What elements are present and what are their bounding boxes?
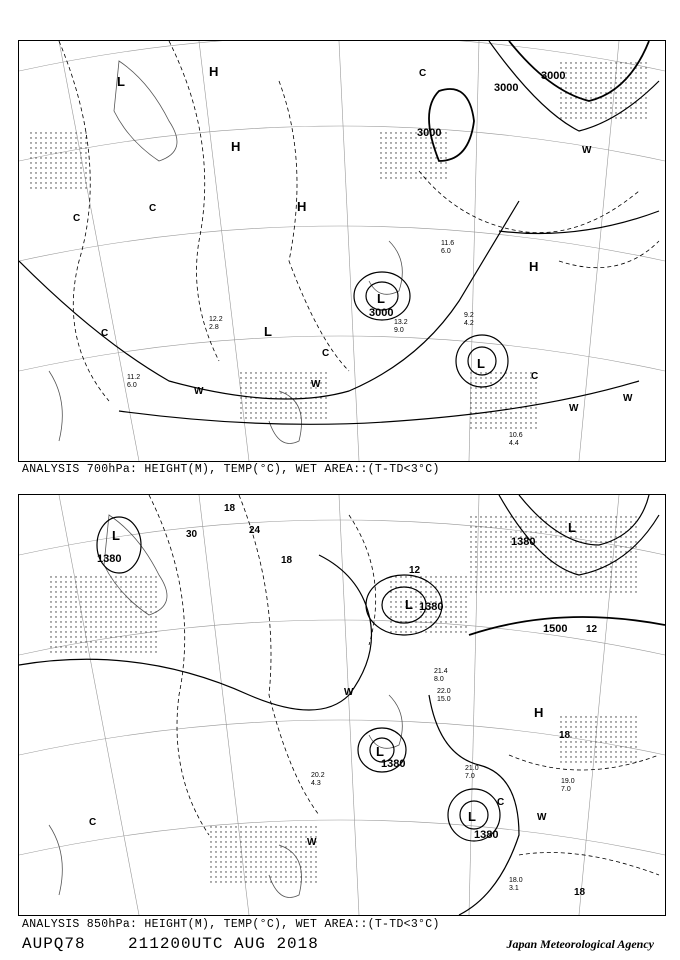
contour-label: 3000 [417,127,442,139]
station-temp: 9.2 [464,312,474,319]
isotherm-value-label: 30 [186,529,198,540]
isotherm-value-label: 12 [409,565,421,576]
cold-label: C [73,213,81,224]
warm-label: W [537,812,547,823]
station-dewpoint: 7.0 [561,786,571,793]
isotherm-value-label: 18 [281,555,293,566]
agency-name: Japan Meteorological Agency [506,937,654,951]
station-dewpoint: 9.0 [394,327,404,334]
low-center-label: L [477,356,485,371]
isotherm-value-label: 18 [224,503,236,514]
station-dewpoint: 3.1 [509,885,519,892]
contour-label: 1500 [543,623,568,635]
panel-caption-850hpa: ANALYSIS 850hPa: HEIGHT(M), TEMP(°C), WET AREA::(T-TD<3°C) [22,918,440,931]
valid-time: 211200UTC AUG 2018 [128,935,319,953]
contour-label: 1380 [474,829,499,841]
low-center-label: L [376,744,384,759]
isotherm-label-group [73,68,633,414]
warm-label: W [311,379,321,390]
high-center-label: H [209,64,219,79]
station-temp: 11.2 [127,374,141,381]
station-temp: 10.6 [509,432,523,439]
low-center-label: L [117,74,125,89]
chart-panel-850hpa [18,494,666,916]
station-temp: 11.6 [441,240,455,247]
low-center-label: L [112,528,120,543]
station-temp: 20.2 [311,772,325,779]
warm-label: W [194,386,204,397]
contour-label-group [369,70,565,319]
low-center-label: L [468,809,476,824]
station-dewpoint: 15.0 [437,696,451,703]
low-center-label: L [264,324,272,339]
high-center-label: H [231,139,241,154]
station-dewpoint: 6.0 [127,382,137,389]
low-center-label: L [405,597,413,612]
footer-product-line [22,935,319,953]
contour-label: 1380 [381,758,406,770]
isotherm-value-label: 18 [559,730,571,741]
low-center-label: L [377,291,385,306]
cold-label: C [497,797,505,808]
contour-label: 1380 [511,536,536,548]
warm-label: W [307,837,317,848]
low-center-label: L [568,520,576,535]
product-code: AUPQ78 [22,935,86,953]
station-temp: 19.0 [561,778,575,785]
station-dewpoint: 6.0 [441,248,451,255]
contour-label: 1380 [97,553,122,565]
station-temp: 21.4 [434,668,448,675]
high-center-label: H [529,259,539,274]
cold-label: C [149,203,157,214]
cold-label: C [531,371,539,382]
warm-label: W [623,393,633,404]
isotherm-value-label: 18 [574,887,586,898]
isotherm-value-label: 24 [249,525,261,536]
contour-label: 3000 [541,70,566,82]
station-dewpoint: 7.0 [465,773,475,780]
station-temp: 18.0 [509,877,523,884]
cold-label: C [89,817,97,828]
station-dewpoint: 2.8 [209,324,219,331]
station-dewpoint: 8.0 [434,676,444,683]
station-dewpoint: 4.2 [464,320,474,327]
cold-label: C [101,328,109,339]
chart-panel-700hpa [18,40,666,462]
warm-label: W [582,145,592,156]
map-850hpa [19,495,665,915]
warm-label: W [569,403,579,414]
station-temp: 13.2 [394,319,408,326]
map-700hpa [19,41,665,461]
high-center-label: H [534,705,544,720]
station-temp: 21.0 [465,765,479,772]
panel-caption-700hpa: ANALYSIS 700hPa: HEIGHT(M), TEMP(°C), WET AREA::(T-TD<3°C) [22,463,440,476]
cold-label: C [322,348,330,359]
contour-label: 1380 [419,601,444,613]
contour-label: 3000 [494,82,519,94]
station-dewpoint: 4.3 [311,780,321,787]
station-temp: 12.2 [209,316,223,323]
isotherm-value-label: 12 [586,624,598,635]
warm-label: W [344,687,354,698]
cold-label: C [419,68,427,79]
high-center-label: H [297,199,307,214]
contour-label: 3000 [369,307,394,319]
station-obs-group [311,668,575,892]
station-dewpoint: 4.4 [509,440,519,447]
station-temp: 22.0 [437,688,451,695]
